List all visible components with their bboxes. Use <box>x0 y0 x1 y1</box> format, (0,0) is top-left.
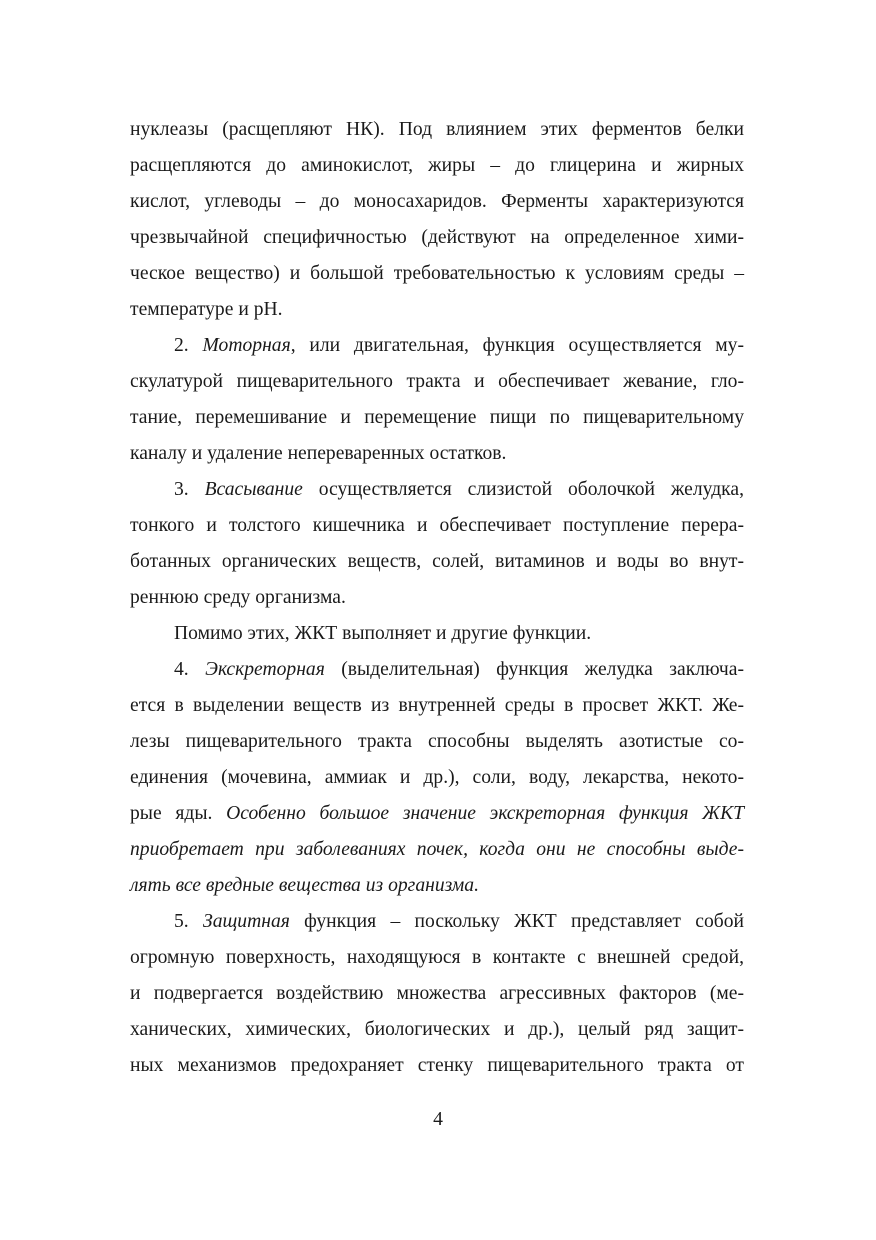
paragraph <box>130 652 744 904</box>
text-line: огромную поверхность, находящуюся в контакте с внешней средой, <box>130 947 744 968</box>
text-line: 2. Моторная, или двигательная, функция осуществляется му- <box>174 335 744 356</box>
text-line: Помимо этих, ЖКТ выполняет и другие функции. <box>174 623 592 644</box>
italic-term: Экскреторная <box>205 659 325 680</box>
page-body <box>130 112 744 1084</box>
text-line: реннюю среду организма. <box>130 587 346 608</box>
italic-term: Моторная <box>202 335 291 356</box>
italic-text: Особенно большое значение экскреторная функция ЖКТ <box>226 803 744 824</box>
paragraph <box>130 112 744 328</box>
page-number: 4 <box>433 1109 443 1130</box>
text-line: ется в выделении веществ из внутренней среды в просвет ЖКТ. Же- <box>130 695 744 716</box>
text-line: 4. Экскреторная (выделительная) функция желудка заключа- <box>174 659 744 680</box>
text-line: каналу и удаление непереваренных остатков. <box>130 443 507 464</box>
text-line: нуклеазы (расщепляют НК). Под влиянием этих ферментов белки <box>130 119 744 140</box>
text-line: лять все вредные вещества из организма. <box>130 875 479 896</box>
text-line: и подвергается воздействию множества агрессивных факторов (ме- <box>130 983 744 1004</box>
text-line: тонкого и толстого кишечника и обеспечивает поступление перера- <box>130 515 744 536</box>
text-line: температуре и рН. <box>130 299 283 320</box>
text-line: единения (мочевина, аммиак и др.), соли, воду, лекарства, некото- <box>130 767 744 788</box>
paragraph <box>130 616 744 652</box>
text-line: ботанных органических веществ, солей, витаминов и воды во внут- <box>130 551 744 572</box>
text-line: 3. Всасывание осуществляется слизистой оболочкой желудка, <box>174 479 744 500</box>
text-line: чрезвычайной специфичностью (действуют на определенное хими- <box>130 227 744 248</box>
text-line: скулатурой пищеварительного тракта и обеспечивает жевание, гло- <box>130 371 744 392</box>
paragraph <box>130 904 744 1084</box>
text-line: рые яды. Особенно большое значение экскреторная функция ЖКТ <box>130 803 744 824</box>
italic-term: Всасывание <box>204 479 303 500</box>
paragraph <box>130 472 744 616</box>
text-line: ных механизмов предохраняет стенку пищеварительного тракта от <box>130 1055 744 1076</box>
text-line: кислот, углеводы – до моносахаридов. Ферменты характеризуются <box>130 191 744 212</box>
text-line: расщепляются до аминокислот, жиры – до глицерина и жирных <box>130 155 744 176</box>
text-line: 5. Защитная функция – поскольку ЖКТ представляет собой <box>174 911 745 932</box>
paragraph <box>130 328 744 472</box>
text-line: лезы пищеварительного тракта способны выделять азотистые со- <box>130 731 744 752</box>
text-line: ханических, химических, биологических и др.), целый ряд защит- <box>130 1019 744 1040</box>
text-line: ческое вещество) и большой требовательностью к условиям среды – <box>130 263 744 284</box>
italic-term: Защитная <box>203 911 290 932</box>
text-line: тание, перемешивание и перемещение пищи по пищеварительному <box>130 407 744 428</box>
text-line: приобретает при заболеваниях почек, когда они не способны выде- <box>130 839 744 860</box>
